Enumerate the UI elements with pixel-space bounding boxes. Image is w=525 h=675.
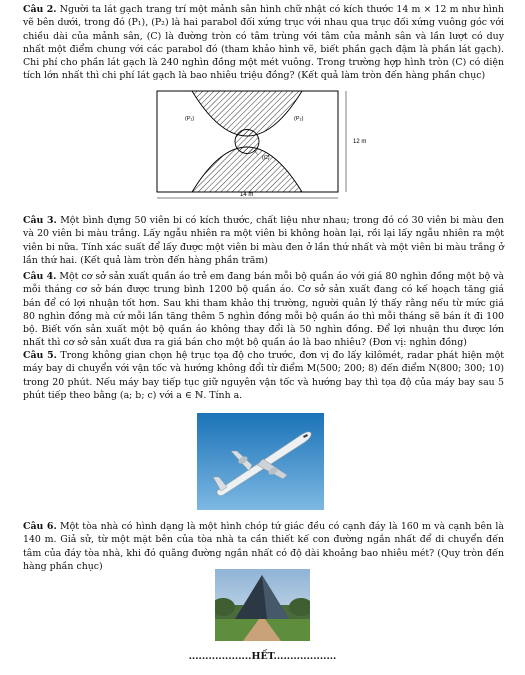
question-2-label: Câu 2.: [23, 4, 57, 15]
question-3-text: Một bình đựng 50 viên bi có kích thước, chất liệu như nhau; trong đó có 30 viên bi màu đen và 20 viên bi màu trắng. Lấy ngẫu nhiên ra một viên bi không hoàn lại, rồi lại lấy ngẫu nhiên ra một viên bi nữa. Tính xác suất để lấy được một viên bi màu đen ở lần thứ nhất và một viên bi màu trắng ở lần thứ hai. (Kết quả làm tròn đến hàng phần trăm): [23, 215, 505, 266]
airplane-photo: [197, 413, 324, 510]
question-4-label: Câu 4.: [23, 271, 57, 282]
label-p1: (P₁): [185, 116, 195, 122]
question-5-label: Câu 5.: [23, 350, 57, 361]
question-3-label: Câu 3.: [23, 215, 57, 226]
question-4: [23, 270, 504, 350]
end-marker: ...................HẾT...................: [188, 651, 337, 662]
width-label: 14 m: [240, 192, 254, 198]
tiling-diagram: [150, 87, 390, 215]
pyramid-photo: [215, 569, 310, 641]
question-6-text: Một tòa nhà có hình dạng là một hình chóp tứ giác đều có cạnh đáy là 160 m và cạnh bên là 140 m. Giả sử, từ một mặt bên của tòa nhà ta cần thiết kế con đường ngắn nhất để di chuyển đến tâm của đáy tòa nhà, khi đó quãng đường ngắn nhất có độ dài khoảng bao nhiêu mét? (Quy tròn đến hàng phần chục): [23, 521, 505, 572]
label-c: (C): [262, 155, 270, 161]
question-6: [23, 520, 504, 573]
question-4-text: Một cơ sở sản xuất quần áo trẻ em đang bán mỗi bộ quần áo với giá 80 nghìn đồng một bộ và mỗi tháng cơ sở bán được trung bình 1200 bộ quần áo. Cơ sở sản xuất đang có kế hoạch tăng giá bán để có lợi nhuận tốt hơn. Sau khi tham khảo thị trường, người quản lý thấy rằng nếu từ mức giá 80 nghìn đồng mà cứ mỗi lần tăng thêm 5 nghìn đồng mỗi bộ quần áo thì mỗi tháng sẽ bán ít đi 100 bộ. Biết vốn sản xuất một bộ quần áo không thay đổi là 50 nghìn đồng. Để lợi nhuận thu được lớn nhất thì cơ sở sản xuất đưa ra giá bán cho một bộ quần áo là bao nhiêu? (Đơn vị: nghìn đồng): [23, 271, 504, 349]
question-2: [23, 3, 504, 83]
question-5-text: Trong không gian chọn hệ trục tọa độ cho trước, đơn vị đo lấy kilômét, radar phát hiện một máy bay di chuyển với vận tốc và hướng không đổi từ điểm M(500; 200; 8) đến điểm N(800; 300; 10) trong 20 phút. Nếu máy bay tiếp tục giữ nguyên vận tốc và hướng bay thì tọa độ của máy bay sau 5 phút tiếp theo bằng (a; b; c) với a ∈ ℕ. Tính a.: [23, 350, 504, 401]
question-5: [23, 349, 504, 402]
height-label: 12 m: [353, 139, 367, 145]
question-6-label: Câu 6.: [23, 521, 57, 532]
question-2-text: Người ta lát gạch trang trí một mảnh sân hình chữ nhật có kích thước 14 m × 12 m như hình vẽ bên dưới, trong đó (P₁), (P₂) là hai parabol đối xứng trục với nhau qua trục đối xứng vuông góc với chiều dài của mảnh sân, (C) là đường tròn có tâm trùng với tâm của mảnh sân và lần lượt có duy nhất một điểm chung với các parabol đó (tham khảo hình vẽ, biết phần gạch đậm là phần lát gạch). Chi phí cho phần lát gạch là 240 nghìn đồng một mét vuông. Trong trường hợp hình tròn (C) có diện tích lớn nhất thì chi phí lát gạch là bao nhiêu triệu đồng? (Kết quả làm tròn đến hàng phần chục): [23, 4, 504, 82]
label-p2: (P₂): [294, 116, 304, 122]
question-3: [23, 214, 504, 267]
circle-c: [235, 130, 259, 154]
